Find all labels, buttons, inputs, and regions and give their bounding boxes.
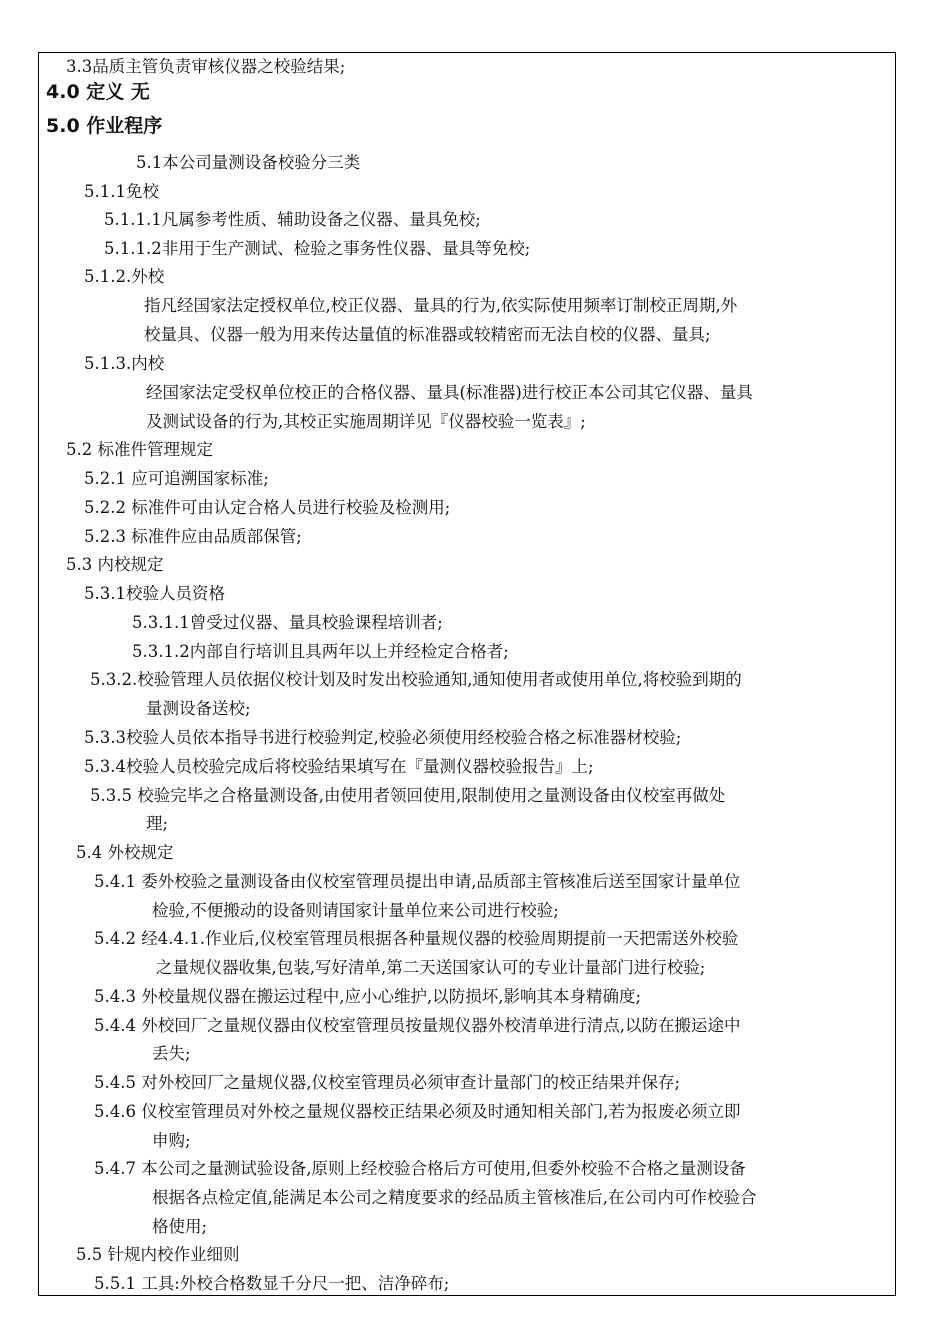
text-line: 量测设备送校; bbox=[146, 699, 251, 718]
text-line: 5.1.2.外校 bbox=[84, 267, 165, 286]
text-line: 5.4.6 仪校室管理员对外校之量规仪器校正结果必须及时通知相关部门,若为报废必须立即 bbox=[94, 1102, 741, 1121]
text-line: 5.3 内校规定 bbox=[66, 555, 164, 574]
text-line: 5.1.1免校 bbox=[84, 182, 159, 201]
text-line: 5.2.1 应可追溯国家标准; bbox=[84, 469, 269, 488]
text-line: 5.2.2 标准件可由认定合格人员进行校验及检测用; bbox=[84, 498, 451, 517]
text-line: 经国家法定受权单位校正的合格仪器、量具(标准器)进行校正本公司其它仪器、量具 bbox=[146, 383, 753, 402]
text-line: 5.3.3校验人员依本指导书进行校验判定,校验必须使用经校验合格之标准器材校验; bbox=[84, 728, 682, 747]
text-line: 5.3.5 校验完毕之合格量测设备,由使用者领回使用,限制使用之量测设备由仪校室再做处 bbox=[90, 786, 726, 805]
text-line: 5.3.1校验人员资格 bbox=[84, 584, 225, 603]
text-line: 3.3品质主管负责审核仪器之校验结果; bbox=[66, 57, 346, 76]
text-line: 申购; bbox=[152, 1131, 191, 1150]
text-line: 之量规仪器收集,包装,写好清单,第二天送国家认可的专业计量部门进行校验; bbox=[156, 958, 706, 977]
text-line: 5.5 针规内校作业细则 bbox=[76, 1245, 240, 1264]
text-line: 5.1.1.2非用于生产测试、检验之事务性仪器、量具等免校; bbox=[104, 239, 531, 258]
text-line: 5.4.3 外校量规仪器在搬运过程中,应小心维护,以防损坏,影响其本身精确度; bbox=[94, 987, 642, 1006]
text-line: 5.4.7 本公司之量测试验设备,原则上经校验合格后方可使用,但委外校验不合格之量测设备 bbox=[94, 1159, 746, 1178]
text-line: 丢失; bbox=[152, 1044, 191, 1063]
text-line: 根据各点检定值,能满足本公司之精度要求的经品质主管核准后,在公司内可作校验合 bbox=[152, 1188, 757, 1207]
text-line: 5.1本公司量测设备校验分三类 bbox=[136, 153, 361, 172]
text-line: 5.4.5 对外校回厂之量规仪器,仪校室管理员必须审查计量部门的校正结果并保存; bbox=[94, 1073, 681, 1092]
text-line: 5.4.1 委外校验之量测设备由仪校室管理员提出申请,品质部主管核准后送至国家计量单位 bbox=[94, 872, 741, 891]
text-line: 5.2.3 标准件应由品质部保管; bbox=[84, 527, 302, 546]
text-line: 5.4.4 外校回厂之量规仪器由仪校室管理员按量规仪器外校清单进行清点,以防在搬运途中 bbox=[94, 1016, 741, 1035]
text-line: 格使用; bbox=[152, 1217, 208, 1236]
text-line: 5.3.2.校验管理人员依据仪校计划及时发出校验通知,通知使用者或使用单位,将校验到期的 bbox=[90, 670, 742, 689]
text-line: 指凡经国家法定授权单位,校正仪器、量具的行为,依实际使用频率订制校正周期,外 bbox=[144, 296, 738, 315]
text-line: 5.1.1.1凡属参考性质、辅助设备之仪器、量具免校; bbox=[104, 210, 481, 229]
text-line: 5.2 标准件管理规定 bbox=[66, 440, 213, 459]
text-line: 校量具、仪器一般为用来传达量值的标准器或较精密而无法自校的仪器、量具; bbox=[144, 325, 711, 344]
section-heading: 5.0 作业程序 bbox=[46, 115, 163, 137]
text-line: 理; bbox=[146, 814, 169, 833]
text-line: 5.3.4校验人员校验完成后将校验结果填写在『量测仪器校验报告』上; bbox=[84, 757, 594, 776]
text-line: 5.3.1.2内部自行培训且具两年以上并经检定合格者; bbox=[132, 642, 509, 661]
text-line: 5.3.1.1曾受过仪器、量具校验课程培训者; bbox=[132, 613, 443, 632]
text-line: 5.1.3.内校 bbox=[84, 354, 165, 373]
text-line: 及测试设备的行为,其校正实施周期详见『仪器校验一览表』; bbox=[146, 412, 586, 431]
section-heading: 4.0 定义 无 bbox=[46, 81, 150, 103]
text-line: 5.5.1 工具:外校合格数显千分尺一把、洁净碎布; bbox=[94, 1274, 450, 1293]
text-line: 5.4 外校规定 bbox=[76, 843, 174, 862]
text-line: 检验,不便搬动的设备则请国家计量单位来公司进行校验; bbox=[152, 901, 559, 920]
text-line: 5.4.2 经4.4.1.作业后,仪校室管理员根据各种量规仪器的校验周期提前一天把需送外校验 bbox=[94, 929, 739, 948]
